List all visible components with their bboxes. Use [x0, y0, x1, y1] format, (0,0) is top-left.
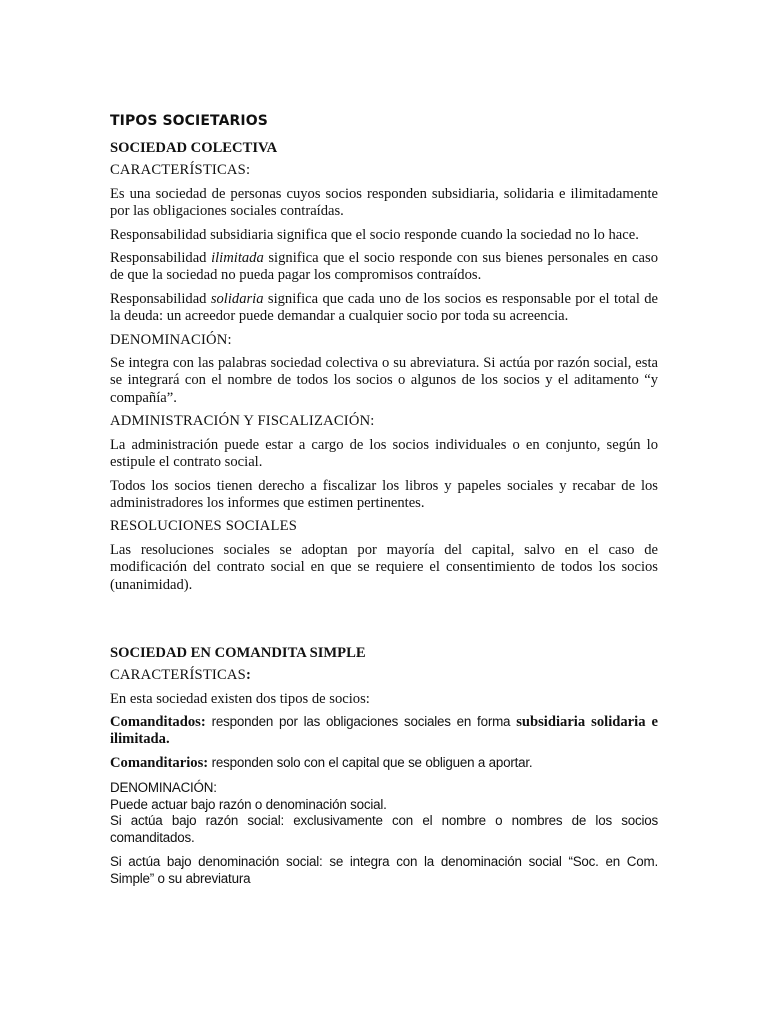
caracteristicas-label: CARACTERÍSTICAS:	[110, 162, 251, 179]
emphasis-ilimitada: ilimitada	[211, 250, 264, 267]
paragraph-razon-denominacion: Puede actuar bajo razón o denominación social.	[110, 796, 387, 812]
resoluciones-label: RESOLUCIONES SOCIALES	[110, 518, 298, 535]
section-spacer	[110, 600, 658, 645]
paragraph-tipos-socios: En esta sociedad existen dos tipos de socios:	[110, 690, 370, 707]
label-comanditados: Comanditados:	[110, 714, 206, 731]
section-heading-comandita-simple: SOCIEDAD EN COMANDITA SIMPLE	[110, 644, 366, 661]
paragraph-administracion: La administración puede estar a cargo de los socios individuales o en conjunto, según lo estipule el contrato social.	[110, 436, 658, 471]
paragraph-solidaria	[110, 291, 658, 326]
caracteristicas-label-2	[110, 667, 658, 684]
paragraph-fiscalizacion: Todos los socios tienen derecho a fiscalizar los libros y papeles sociales y recabar de los administradores los informes que estimen pertinentes.	[110, 477, 658, 511]
text-span: :	[245, 667, 252, 684]
text-span: responden solo con el capital que se obliguen a aportar.	[208, 755, 533, 771]
emphasis-solidaria: solidaria	[210, 290, 264, 307]
paragraph-comanditados	[110, 714, 658, 747]
paragraph-resoluciones: Las resoluciones sociales se adoptan por mayoría del capital, salvo en el caso de modificación del contrato social en que se requiere el consentimiento de todos los socios (unanimidad).	[110, 541, 658, 593]
text-span: significa que el socio responde con sus bienes personales en caso de que la sociedad no pueda pagar los compromisos contraídos.	[110, 250, 658, 284]
denominacion-label: DENOMINACIÓN:	[110, 331, 232, 348]
denominacion-label-2: DENOMINACIÓN:	[110, 779, 217, 795]
document-page	[110, 112, 658, 894]
text-span: Responsabilidad	[110, 290, 211, 307]
text-span: CARACTERÍSTICAS	[110, 667, 246, 684]
section-heading-sociedad-colectiva: SOCIEDAD COLECTIVA	[110, 140, 278, 156]
text-span: significa que cada uno de los socios es responsable por el total de la deuda: un acreedor puede demandar a cualquier socio por toda su acreencia.	[110, 290, 658, 325]
paragraph-definicion: Es una sociedad de personas cuyos socios responden subsidiaria, solidaria e ilimitadamente por las obligaciones sociales contraídas.	[110, 185, 658, 220]
text-span: Responsabilidad	[110, 250, 212, 267]
text-span: responden por las obligaciones sociales en forma	[205, 714, 517, 730]
paragraph-denominacion: Se integra con las palabras sociedad colectiva o su abreviatura. Si actúa por razón social, esta se integrará con el nombre de todos los socios o algunos de los socios y el aditamento “y compañía”.	[110, 355, 658, 406]
paragraph-comanditarios	[110, 755, 658, 772]
document-title: TIPOS SOCIETARIOS	[110, 113, 268, 129]
label-comanditarios: Comanditarios:	[110, 755, 209, 772]
paragraph-razon-social: Si actúa bajo razón social: exclusivamente con el nombre o nombres de los socios comanditados.	[110, 813, 658, 845]
administracion-label: ADMINISTRACIÓN Y FISCALIZACIÓN:	[110, 413, 375, 430]
emphasis-subsidiaria: subsidiaria solidaria e ilimitada.	[110, 714, 659, 747]
paragraph-ilimitada	[110, 250, 658, 285]
paragraph-subsidiaria: Responsabilidad subsidiaria significa que el socio responde cuando la sociedad no lo hace.	[110, 226, 639, 243]
paragraph-denominacion-social: Si actúa bajo denominación social: se integra con la denominación social “Soc. en Com. Simple” o su abreviatura	[110, 854, 658, 886]
